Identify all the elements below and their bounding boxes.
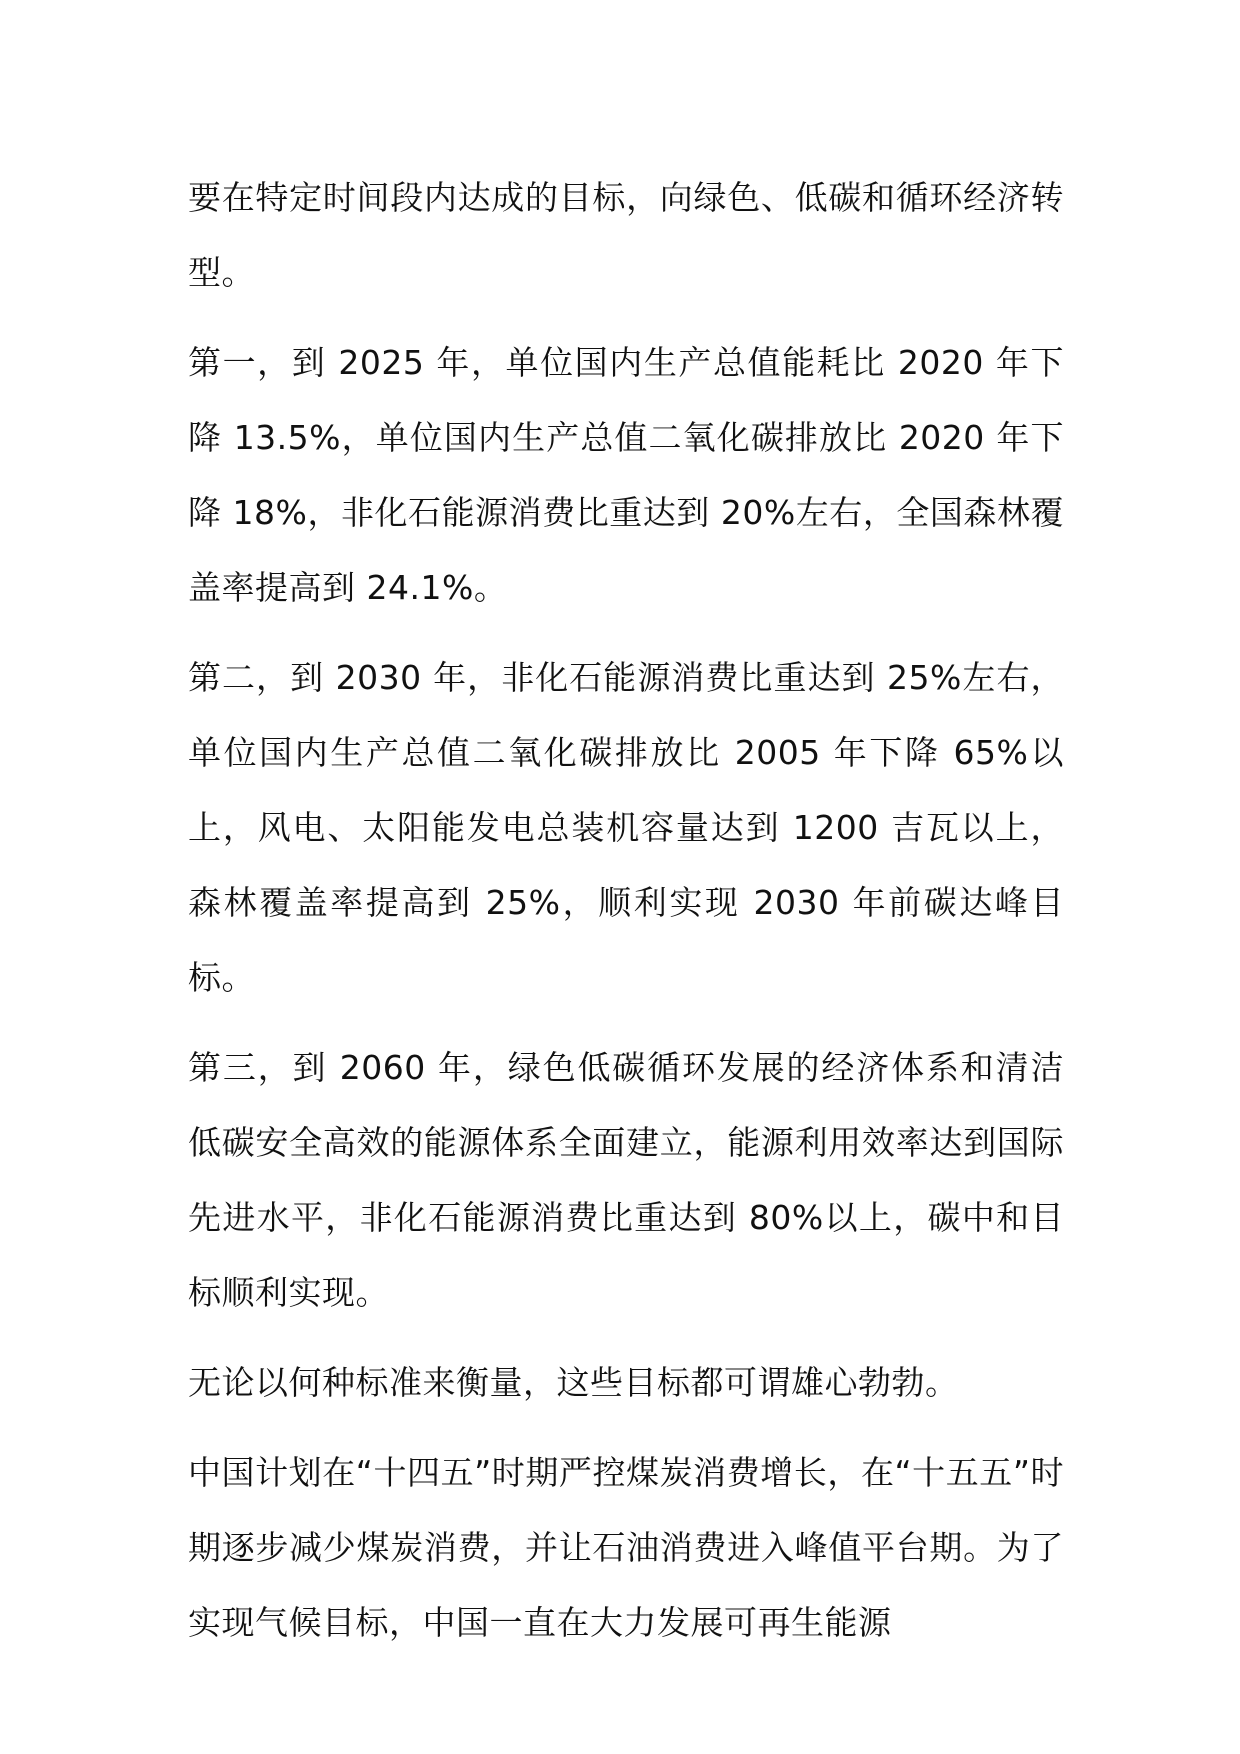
paragraph-transition-goal: 要在特定时间段内达成的目标，向绿色、低碳和循环经济转型。 xyxy=(188,178,1064,292)
paragraph-target-2060: 第三，到 2060 年，绿色低碳循环发展的经济体系和清洁低碳安全高效的能源体系全面建立，能源利用效率达到国际先进水平，非化石能源消费比重达到 80%以上，碳中和目标顺利实现。 xyxy=(188,1048,1064,1312)
paragraph-target-2030: 第二，到 2030 年，非化石能源消费比重达到 25%左右，单位国内生产总值二氧化碳排放比 2005 年下降 65%以上，风电、太阳能发电总装机容量达到 1200 吉瓦以上，森林覆盖率提高到 25%，顺利实现 2030 年前碳达峰目标。 xyxy=(188,658,1064,997)
paragraph-target-2025: 第一，到 2025 年，单位国内生产总值能耗比 2020 年下降 13.5%，单位国内生产总值二氧化碳排放比 2020 年下降 18%，非化石能源消费比重达到 20%左右，全国森林覆盖率提高到 24.1%。 xyxy=(188,343,1064,607)
document-body xyxy=(188,160,1064,1675)
paragraph-ambition: 无论以何种标准来衡量，这些目标都可谓雄心勃勃。 xyxy=(188,1363,959,1402)
paragraph-coal-plan: 中国计划在“十四五”时期严控煤炭消费增长，在“十五五”时期逐步减少煤炭消费，并让石油消费进入峰值平台期。为了实现气候目标，中国一直在大力发展可再生能源 xyxy=(188,1453,1064,1642)
